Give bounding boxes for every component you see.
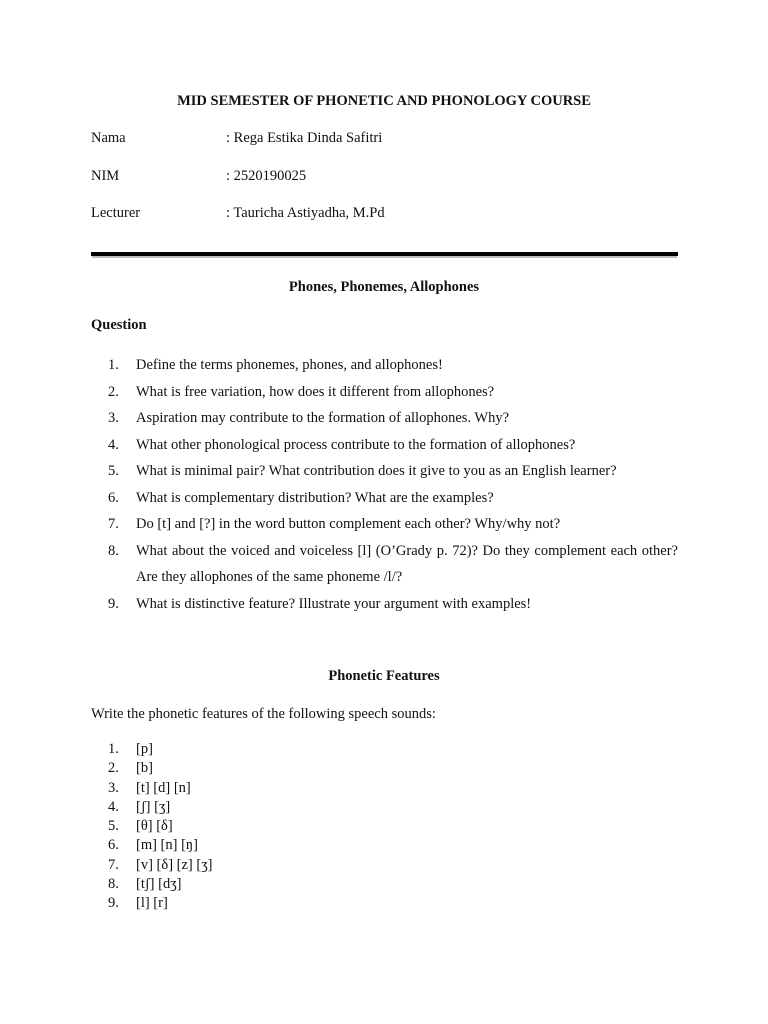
- list-item: [108, 875, 678, 894]
- sound-text: [t] [d] [n]: [136, 779, 191, 796]
- question-list: [108, 352, 678, 617]
- sound-text: [tʃ] [dʒ]: [136, 876, 182, 893]
- question-heading: Question: [91, 317, 147, 333]
- info-row-lecturer: [91, 205, 691, 225]
- info-label: NIM: [91, 168, 120, 184]
- sound-text: [l] [r]: [136, 895, 168, 912]
- list-item: [108, 740, 678, 759]
- list-item: [108, 485, 678, 512]
- list-item: [108, 538, 678, 591]
- item-number: 6.: [108, 489, 119, 506]
- speech-sound-list: [108, 740, 678, 914]
- item-number: 8.: [108, 542, 119, 559]
- sound-text: [m] [n] [ŋ]: [136, 837, 198, 854]
- item-number: 7.: [108, 516, 119, 532]
- list-item: [108, 405, 678, 432]
- question-text: What about the voiced and voiceless [l] (O’Grady p. 72)? Do they complement each other? Are they allophones of the same phoneme /l/?: [136, 542, 678, 585]
- section-title-phonetic-features: Phonetic Features: [328, 668, 440, 684]
- question-text: What is distinctive feature? Illustrate your argument with examples!: [136, 595, 532, 612]
- instruction-text: Write the phonetic features of the following speech sounds:: [91, 706, 436, 722]
- item-number: 1.: [108, 741, 119, 757]
- list-item: [108, 817, 678, 836]
- section-title-phones: Phones, Phonemes, Allophones: [288, 279, 480, 295]
- info-row-nim: [91, 168, 691, 188]
- question-text: Define the terms phonemes, phones, and allophones!: [136, 357, 443, 373]
- info-row-name: [91, 130, 691, 150]
- sound-text: [θ] [δ]: [136, 818, 173, 835]
- info-value: : Tauricha Astiyadha, M.Pd: [226, 205, 385, 222]
- item-number: 4.: [108, 798, 119, 815]
- question-text: Aspiration may contribute to the formation of allophones. Why?: [136, 410, 510, 426]
- list-item: [108, 779, 678, 798]
- question-text: What is minimal pair? What contribution does it give to you as an English learner?: [136, 463, 617, 479]
- item-number: 8.: [108, 876, 119, 893]
- info-label: Nama: [91, 130, 126, 146]
- item-number: 1.: [108, 357, 119, 373]
- list-item: [108, 511, 678, 538]
- item-number: 3.: [108, 410, 119, 426]
- list-item: [108, 379, 678, 406]
- item-number: 4.: [108, 436, 119, 453]
- sound-text: [v] [δ] [z] [ʒ]: [136, 856, 213, 873]
- question-text: What other phonological process contribute to the formation of allophones?: [136, 436, 576, 453]
- item-number: 9.: [108, 895, 119, 912]
- info-value: : 2520190025: [226, 168, 306, 185]
- item-number: 2.: [108, 760, 119, 777]
- list-item: [108, 352, 678, 379]
- item-number: 5.: [108, 463, 119, 479]
- list-item: [108, 458, 678, 485]
- question-text: What is complementary distribution? What are the examples?: [136, 489, 494, 506]
- info-value: : Rega Estika Dinda Safitri: [226, 130, 382, 147]
- list-item: [108, 759, 678, 778]
- document-title: MID SEMESTER OF PHONETIC AND PHONOLOGY COURSE: [177, 93, 591, 109]
- sound-text: [ʃ] [ʒ]: [136, 798, 171, 815]
- item-number: 6.: [108, 837, 119, 854]
- info-label: Lecturer: [91, 205, 141, 221]
- question-text: Do [t] and [?] in the word button complement each other? Why/why not?: [136, 516, 561, 532]
- item-number: 5.: [108, 818, 119, 835]
- question-text: What is free variation, how does it different from allophones?: [136, 383, 495, 400]
- list-item: [108, 591, 678, 618]
- sound-text: [b]: [136, 760, 153, 777]
- list-item: [108, 856, 678, 875]
- item-number: 3.: [108, 779, 119, 796]
- item-number: 2.: [108, 383, 119, 400]
- list-item: [108, 894, 678, 913]
- list-item: [108, 798, 678, 817]
- item-number: 9.: [108, 595, 119, 612]
- list-item: [108, 836, 678, 855]
- sound-text: [p]: [136, 741, 153, 757]
- item-number: 7.: [108, 856, 119, 873]
- list-item: [108, 432, 678, 459]
- horizontal-rule: [91, 252, 678, 256]
